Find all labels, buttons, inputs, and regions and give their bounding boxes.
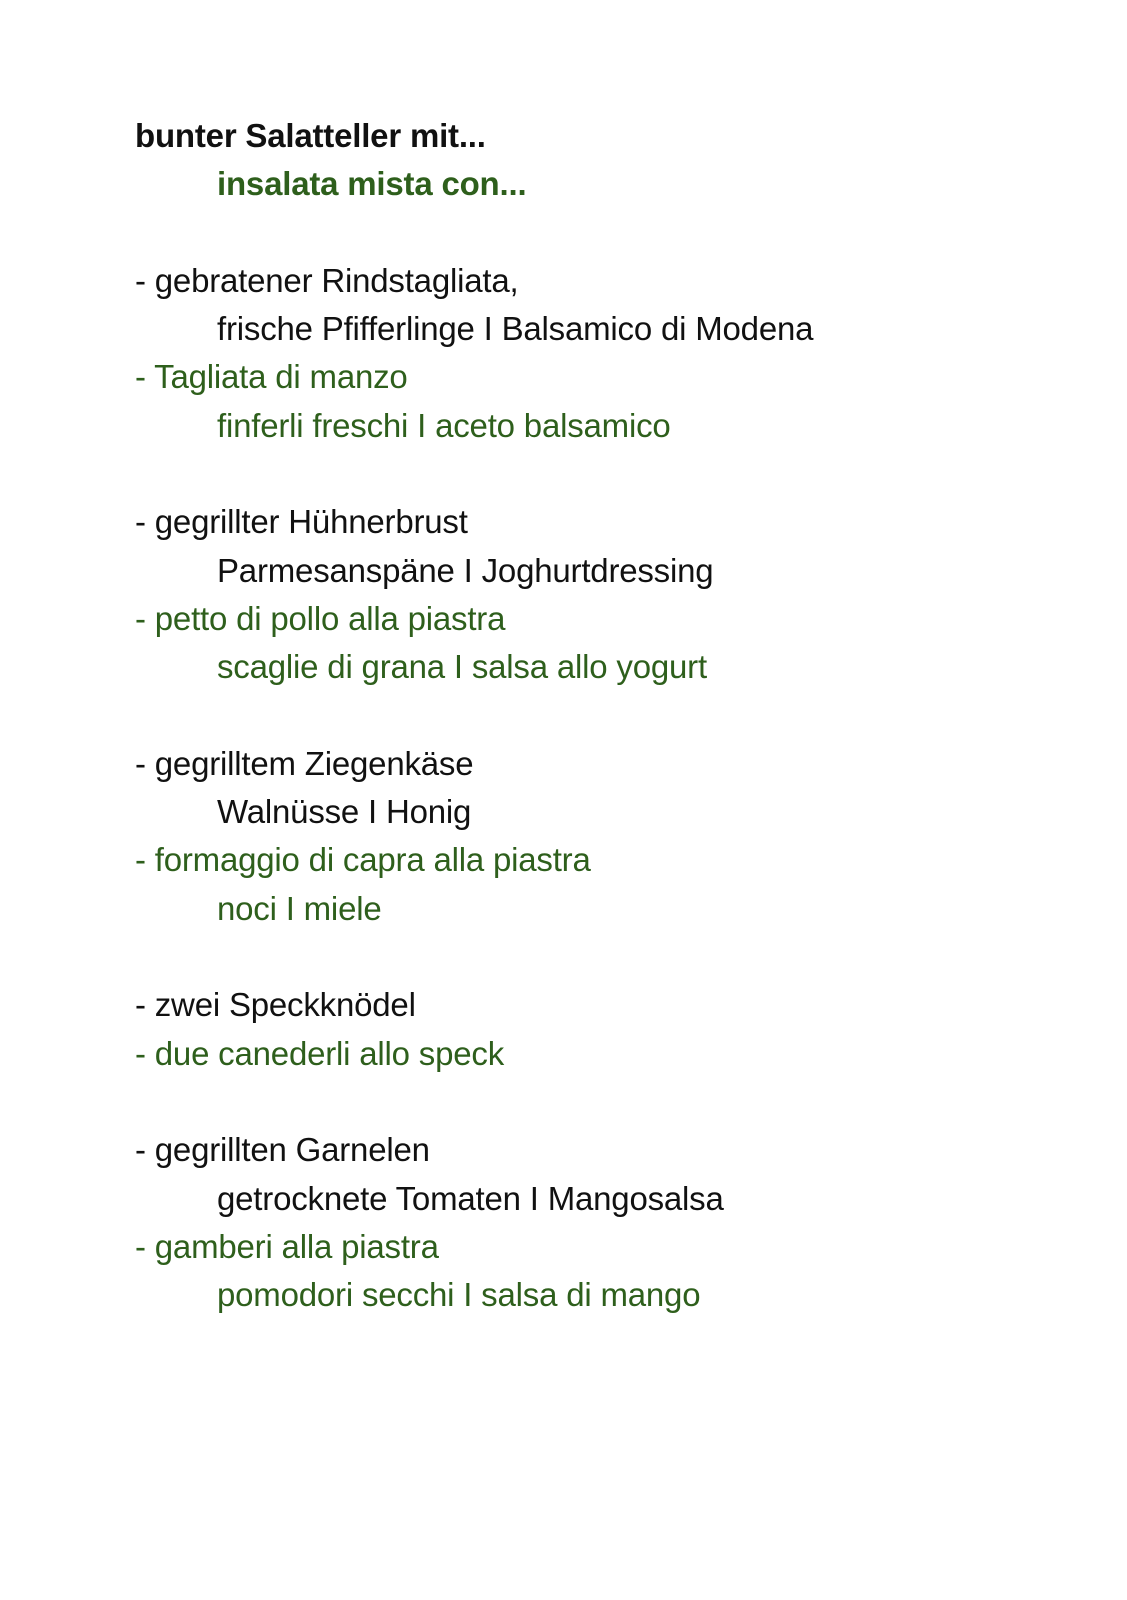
spacer	[135, 933, 1035, 981]
item-title-italian: - due canederli allo speck	[135, 1034, 505, 1072]
menu-item-chicken	[135, 498, 1035, 691]
item-title-german: - gegrilltem Ziegenkäse	[135, 744, 474, 782]
item-title-italian: - gamberi alla piastra	[135, 1227, 439, 1265]
item-description-german: Walnüsse I Honig	[217, 793, 472, 831]
spacer	[135, 1078, 1035, 1126]
item-title-german: - zwei Speckknödel	[135, 986, 416, 1024]
item-description-italian: scaglie di grana I salsa allo yogurt	[217, 648, 707, 686]
menu-page	[135, 112, 1035, 1319]
item-description-italian: pomodori secchi I salsa di mango	[217, 1276, 701, 1314]
item-description-german: getrocknete Tomaten I Mangosalsa	[217, 1179, 724, 1217]
spacer	[135, 692, 1035, 740]
item-title-german: - gegrillter Hühnerbrust	[135, 503, 468, 541]
spacer	[135, 209, 1035, 257]
menu-item-prawns	[135, 1126, 1035, 1319]
item-title-german: - gebratener Rindstagliata,	[135, 261, 519, 299]
item-title-german: - gegrillten Garnelen	[135, 1131, 430, 1169]
menu-item-goat-cheese	[135, 740, 1035, 933]
item-description-italian: noci I miele	[217, 889, 382, 927]
item-title-italian: - petto di pollo alla piastra	[135, 599, 506, 637]
heading-german: bunter Salatteller mit...	[135, 117, 486, 154]
item-title-italian: - Tagliata di manzo	[135, 358, 408, 396]
item-description-german: frische Pfifferlinge I Balsamico di Modena	[217, 310, 814, 348]
item-description-italian: finferli freschi I aceto balsamico	[217, 406, 671, 444]
item-description-german: Parmesanspäne I Joghurtdressing	[217, 551, 714, 589]
item-title-italian: - formaggio di capra alla piastra	[135, 841, 591, 879]
heading-italian: insalata mista con...	[217, 165, 527, 203]
menu-item-dumplings	[135, 981, 1035, 1078]
menu-item-beef	[135, 257, 1035, 450]
spacer	[135, 450, 1035, 498]
